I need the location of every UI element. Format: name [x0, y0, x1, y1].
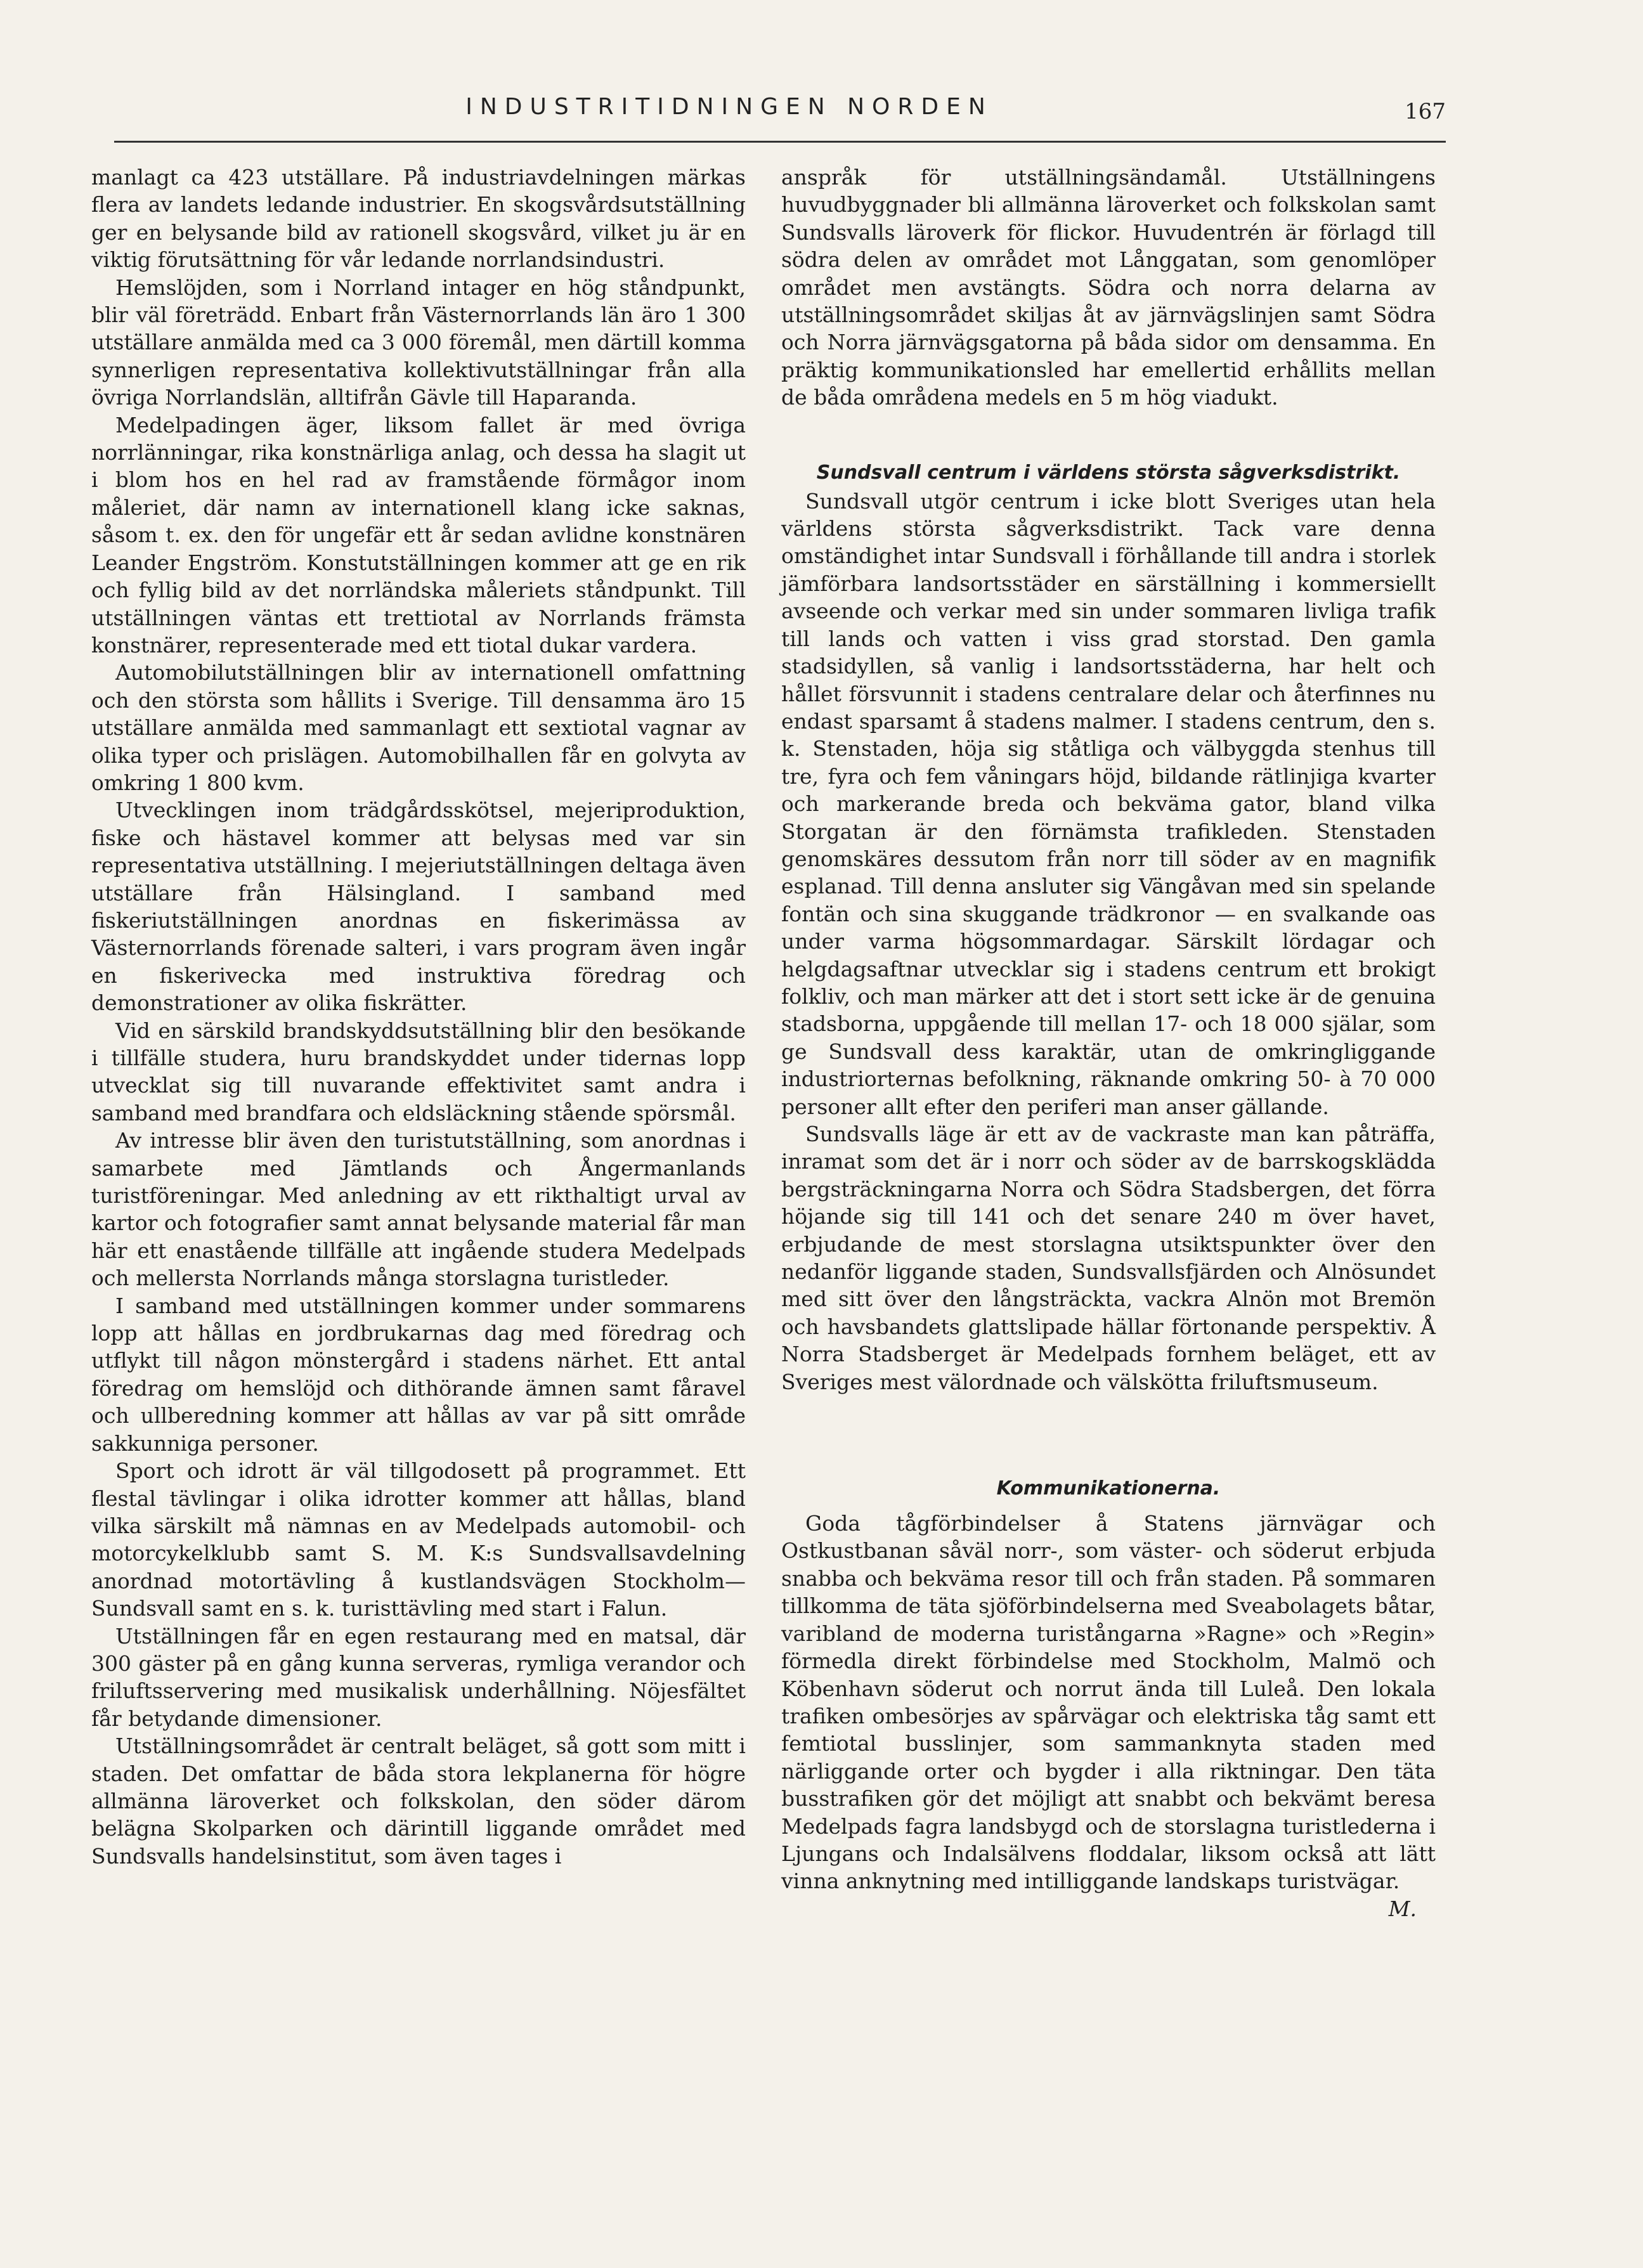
paragraph: Vid en särskild brandskyddsutställning blir den besökande i tillfälle studera, huru brandskyddet under tidernas lopp utvecklat sig till nuvarande effektivitet samt andra i samband med brandfara och eldsläckning stående spörsmål. — [91, 1018, 746, 1125]
paragraph: Automobilutställningen blir av internationell omfattning och den största som hållits i Sverige. Till densamma äro 15 utställare anmälda med sammanlagt ett sextiotal vagnar av olika typer och prislägen. Automobilhallen får en golvyta av omkring 1 800 kvm. — [91, 660, 746, 795]
section-heading-sundsvall: Sundsvall centrum i världens största sågverksdistrikt. — [816, 461, 1401, 484]
right-column — [781, 164, 1436, 1922]
paragraph: Medelpadingen äger, liksom fallet är med övriga norrlänningar, rika konstnärliga anlag, och dessa ha slagit ut i blom hos en hel rad av framstående förmågor inom måleriet, där namn av internationell klang icke saknas, såsom t. ex. den för ungefär ett år sedan avlidne konstnären Leander Engström. Konstutställningen kommer att ge en rik och fyllig bild av det norrländska måleriets ståndpunkt. Till utställningen väntas ett trettiotal av Norrlands främsta konstnärer, representerade med ett tiotal dukar vardera. — [91, 412, 746, 658]
masthead: INDUSTRITIDNINGEN NORDEN — [465, 94, 993, 120]
paragraph: Utställningsområdet är centralt beläget, så gott som mitt i staden. Det omfattar de båda stora lekplanerna för högre allmänna läroverket och folkskolan, den söder därom belägna Skolparken och därintill liggande området med Sundsvalls handelsinstitut, som även tages i — [91, 1733, 746, 1869]
paragraph: I samband med utställningen kommer under sommarens lopp att hållas en jordbrukarnas dag med föredrag och utflykt till någon mönstergård i stadens närhet. Ett antal föredrag om hemslöjd och dithörande ämnen samt fåravel och ullberedning kommer att hållas av var på sitt område sakkunniga personer. — [91, 1293, 746, 1456]
paragraph: Sport och idrott är väl tillgodosett på programmet. Ett flestal tävlingar i olika idrotter kommer att hållas, bland vilka särskilt må nämnas en av Medelpads automobil- och motorcykelklubb samt S. M. K:s Sundsvallsavdelning anordnad motortävling å kustlandsvägen Stockholm—Sundsvall samt en s. k. turisttävling med start i Falun. — [91, 1458, 746, 1621]
paragraph: Sundsvalls läge är ett av de vackraste man kan påträffa, inramat som det är i norr och söder av de barrskogsklädda bergsträckningarna Norra och Södra Stadsbergen, det förra höjande sig till 141 och det senare 240 m över havet, erbjudande de mest storslagna utsiktspunkter över den nedanför liggande staden, Sundsvallsfjärden och Alnösundet med sitt över den långsträckta, vackra Alnön mot Bremön och havsbandets glattslipade hällar förtonande perspektiv. Å Norra Stadsberget är Medelpads fornhem beläget, ett av Sveriges mest välordnade och välskötta friluftsmuseum. — [781, 1122, 1436, 1394]
left-column — [91, 164, 746, 1870]
paragraph: Hemslöjden, som i Norrland intager en hög ståndpunkt, blir väl företrädd. Enbart från Västernorrlands län äro 1 300 utställare anmälda med ca 3 000 föremål, men därtill komma synnerligen representativa kollektivutställningar från alla övriga Norrlandslän, alltifrån Gävle till Haparanda. — [91, 275, 746, 410]
header-rule — [114, 141, 1446, 143]
paragraph: anspråk för utställningsändamål. Utställningens huvudbyggnader bli allmänna läroverket och folkskolan samt Sundsvalls läroverk för flickor. Huvudentrén är förlagd till södra delen av området mot Långgatan, som genomlöper området men avstängts. Södra och norra delarna av utställningsområdet skiljas åt av järnvägslinjen samt Södra och Norra järnvägsgatorna på båda sidor om densamma. En präktig kommunikationsled har emellertid erhållits mellan de båda områdena medels en 5 m hög viadukt. — [781, 165, 1436, 410]
paragraph: Utställningen får en egen restaurang med en matsal, där 300 gäster på en gång kunna serveras, rymliga verandor och friluftsservering med musikalisk underhållning. Nöjesfältet får betydande dimensioner. — [91, 1623, 746, 1731]
paragraph-with-signature — [781, 1510, 1436, 1921]
paragraph-text: Goda tågförbindelser å Statens järnvägar och Ostkustbanan såväl norr-, som väster- och söderut erbjuda snabba och bekväma resor till och från staden. På sommaren tillkomma de täta sjöförbindelserna med Sveabolagets båtar, varibland de moderna turistångarna »Ragne» och »Regin» förmedla direkt förbindelse med Stockholm, Malmö och Köbenhavn söderut och norrut ända till Luleå. Den lokala trafiken ombesörjes av spårvägar och elektriska tåg samt ett femtiotal busslinjer, som sammanknyta staden med närliggande orter och bygder i alla riktningar. Den täta busstrafiken gör det möjligt att snabbt och bekvämt beresa Medelpads fagra landsbygd och de storslagna turistlederna i Ljungans och Indalsälvens floddalar, liksom också att lätt vinna anknytning med intilliggande landskaps turistvägar. — [781, 1511, 1436, 1894]
paragraph: Sundsvall utgör centrum i icke blott Sveriges utan hela världens största sågverksdistrikt. Tack vare denna omständighet intar Sundsvall i förhållande till andra i storlek jämförbara landsortsstäder en särställning i kommersiellt avseende och verkar med sin under sommaren livliga trafik till lands och vatten i viss grad storstad. Den gamla stadsidyllen, så vanlig i landsortsstäderna, har helt och hållet försvunnit i stadens centralare delar och återfinnes nu endast sparsamt å stadens malmer. I stadens centrum, den s. k. Stenstaden, höja sig ståtliga och välbyggda stenhus till tre, fyra och fem våningars höjd, bildande rätlinjiga kvarter och markerande breda och bekväma gator, bland vilka Storgatan är den förnämsta trafikleden. Stenstaden genomskäres dessutom från norr till söder av en magnifik esplanad. Till denna ansluter sig Vängåvan med sin spelande fontän och sina skuggande trädkronor — en svalkande oas under varma högsommardagar. Särskilt lördagar och helgdagsaftnar utvecklar sig i stadens centrum ett brokigt folkliv, och man märker att det i stort sett icke är de genuina stadsborna, uppgående till mellan 17- och 18 000 själar, som ge Sundsvall dess karaktär, utan de omkringliggande industriorternas befolkning, räknande omkring 50- à 70 000 personer allt efter den periferi man anser gällande. — [781, 488, 1436, 1119]
author-signature: M. — [1388, 1896, 1417, 1921]
paragraph: Utvecklingen inom trädgårdsskötsel, mejeriproduktion, fiske och hästavel kommer att belysas med var sin representativa utställning. I mejeriutställningen deltaga även utställare från Hälsingland. I samband med fiskeriutställningen anordnas en fiskerimässa av Västernorrlands förenade salteri, i vars program även ingår en fiskerivecka med instruktiva föredrag och demonstrationer av olika fiskrätter. — [91, 798, 746, 1016]
page-number: 167 — [1405, 99, 1446, 124]
paragraph: manlagt ca 423 utställare. På industriavdelningen märkas flera av landets ledande industrier. En skogsvårdsutställning ger en belysande bild av rationell skogsvård, vilket ju är en viktig förutsättning för vår ledande norrlandsindustri. — [91, 165, 746, 273]
page-header — [114, 94, 1446, 139]
section-heading-kommunikationerna: Kommunikationerna. — [996, 1477, 1221, 1500]
paragraph: Av intresse blir även den turistutställning, som anordnas i samarbete med Jämtlands och Ångermanlands turistföreningar. Med anledning av ett rikthaltigt urval av kartor och fotografier samt annat belysande material får man här ett enastående tillfälle att ingående studera Medelpads och mellersta Norrlands många storslagna turistleder. — [91, 1128, 746, 1291]
